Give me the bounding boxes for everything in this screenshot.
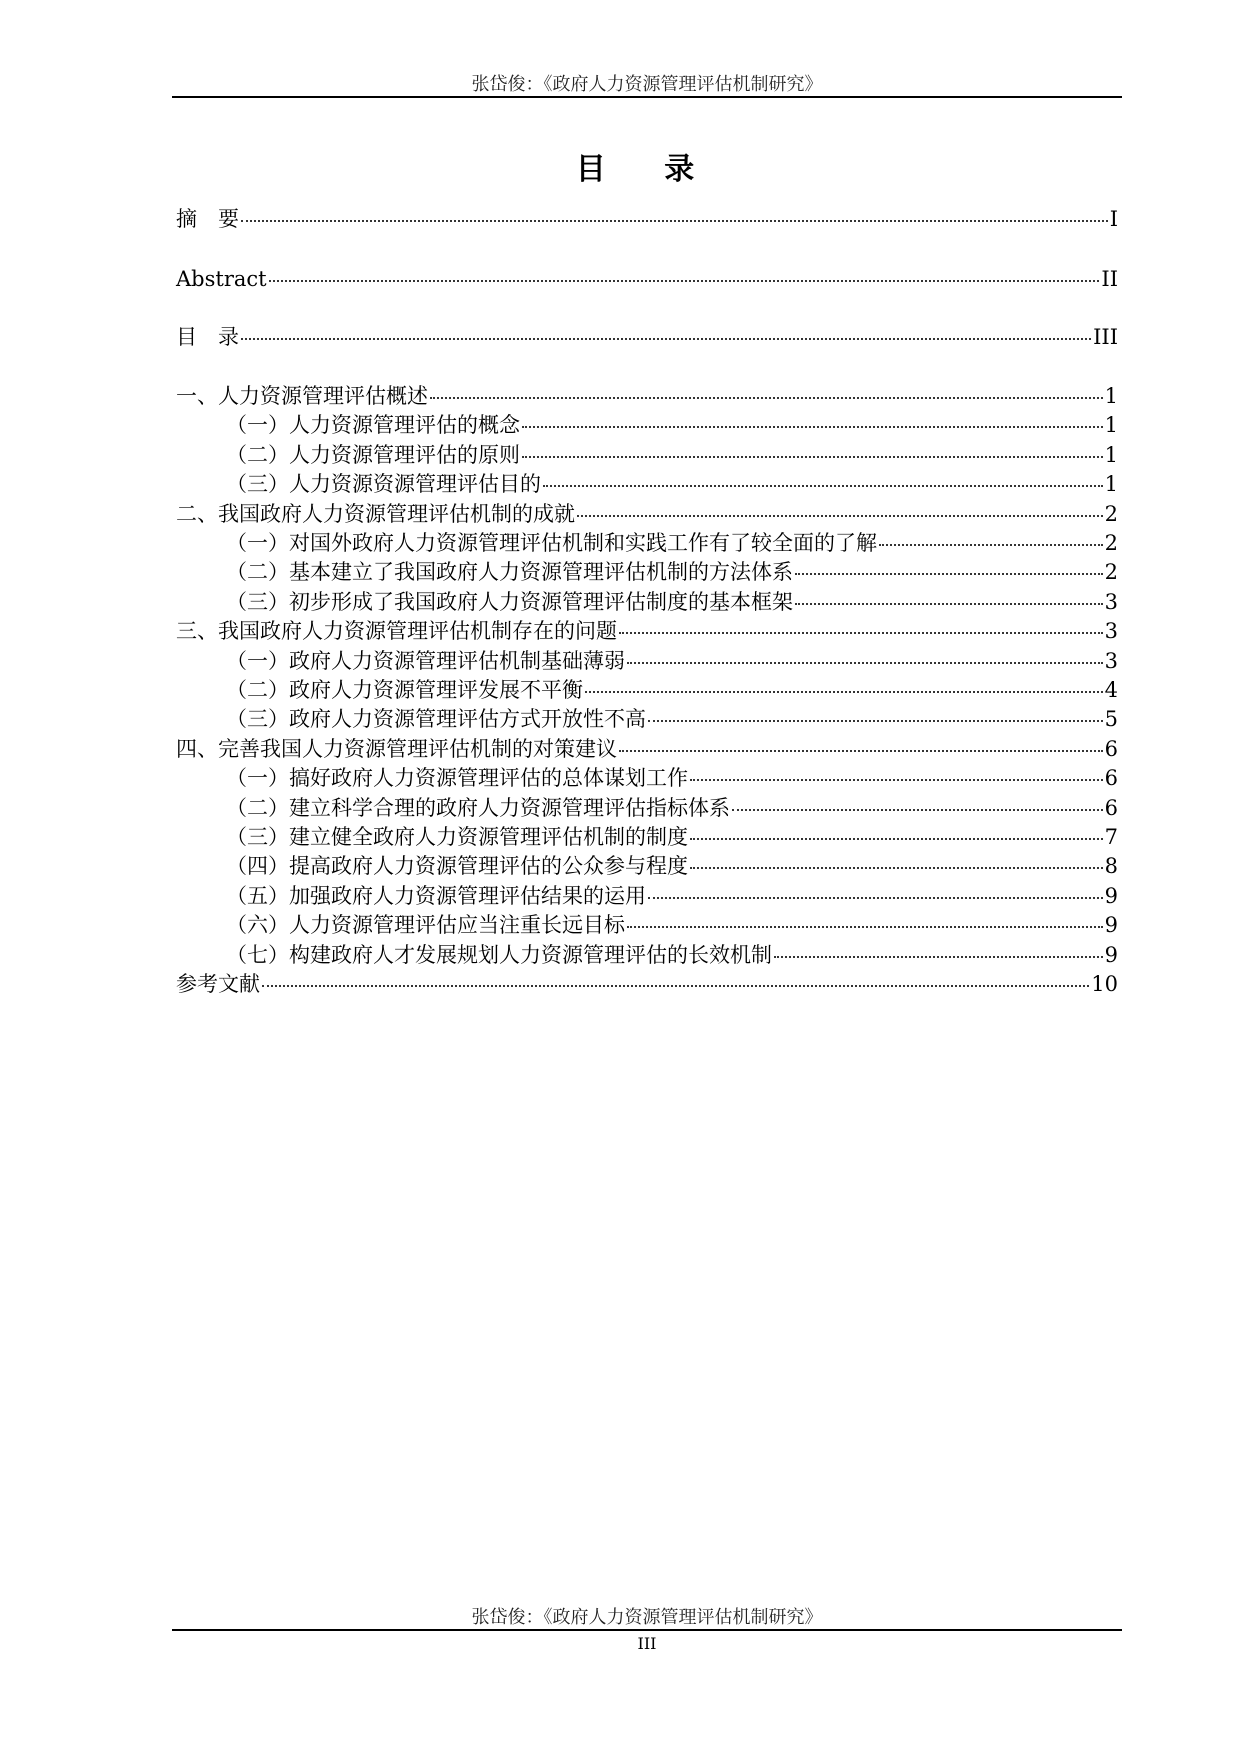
toc-leader-dots [619,612,1103,634]
toc-leader-dots [690,759,1103,781]
toc-entry-label: 二、我国政府人力资源管理评估机制的成就 [176,501,575,526]
toc-leader-dots [241,318,1091,340]
toc-leader-dots [619,730,1103,752]
toc-leader-dots [795,553,1103,575]
page-footer: 张岱俊：《政府人力资源管理评估机制研究》 [471,1607,823,1628]
toc-entry-label: 目 录 [176,325,239,349]
toc-entry-label: （二）基本建立了我国政府人力资源管理评估机制的方法体系 [226,560,793,585]
toc-entry-label: （三）初步形成了我国政府人力资源管理评估制度的基本框架 [226,589,793,614]
footer-rule [172,1629,1122,1631]
toc-entry-page-number: 10 [1091,972,1118,996]
toc-entry-page-number: 9 [1104,883,1118,908]
toc-leader-dots [627,906,1103,928]
toc-entry-page-number: 4 [1104,678,1118,702]
toc-entry-label: （二）人力资源管理评估的原则 [226,442,520,467]
toc-entry-page-number: 3 [1104,648,1118,673]
toc-entry-label: （四）提高政府人力资源管理评估的公众参与程度 [226,854,688,879]
toc-entry-page-number: 3 [1104,589,1118,614]
toc-entry-page-number: 2 [1104,501,1118,526]
toc-entry-label: （三）政府人力资源管理评估方式开放性不高 [226,707,646,732]
page-header: 张岱俊：《政府人力资源管理评估机制研究》 [471,74,823,95]
toc-leader-dots [241,200,1108,222]
toc-leader-dots [269,260,1100,282]
toc-leader-dots [577,495,1103,517]
toc-leader-dots [690,818,1103,840]
toc-entry-page-number: III [1093,325,1118,349]
toc-entry-label: （三）建立健全政府人力资源管理评估机制的制度 [226,825,688,849]
toc-entry-label: （二）建立科学合理的政府人力资源管理评估指标体系 [226,795,730,820]
toc-entry-page-number: 5 [1104,707,1118,732]
toc-leader-dots [522,406,1103,428]
toc-entry-label: （一）搞好政府人力资源管理评估的总体谋划工作 [226,766,688,791]
toc-leader-dots [648,700,1103,722]
toc-leader-dots [795,583,1103,605]
toc-entry-label: （一）人力资源管理评估的概念 [226,413,520,438]
toc-entry-page-number: I [1109,207,1118,231]
toc-entry-page-number: 1 [1104,442,1118,467]
toc-entry-label: 一、人力资源管理评估概述 [176,384,428,408]
toc-entry-page-number: 8 [1104,854,1118,879]
page-title: 目 录 [575,152,719,187]
toc-entry-page-number: 2 [1104,531,1118,555]
toc-entry[interactable] [176,204,1118,233]
toc-entry[interactable] [176,969,1118,998]
toc-entry-page-number: 1 [1104,384,1118,408]
toc-entry-page-number: 9 [1104,942,1118,967]
toc-entry-label: （六）人力资源管理评估应当注重长远目标 [226,913,625,938]
toc-entry-label: （七）构建政府人才发展规划人力资源管理评估的长效机制 [226,942,772,967]
toc-entry-page-number: II [1101,267,1118,291]
toc-entry-label: 摘 要 [176,207,239,231]
toc-entry-label: （一）政府人力资源管理评估机制基础薄弱 [226,648,625,673]
toc-entry-label: 参考文献 [176,972,260,996]
toc-leader-dots [879,524,1103,546]
toc-entry-label: （一）对国外政府人力资源管理评估机制和实践工作有了较全面的了解 [226,531,877,555]
toc-entry-label: （三）人力资源资源管理评估目的 [226,472,541,497]
toc-entry-label: 四、完善我国人力资源管理评估机制的对策建议 [176,736,617,761]
toc-entry-page-number: 7 [1104,825,1118,849]
header-rule [172,96,1122,98]
toc-leader-dots [648,877,1103,899]
toc-entry-page-number: 1 [1104,472,1118,497]
toc-entry-page-number: 9 [1104,913,1118,938]
toc-leader-dots [774,936,1103,958]
toc-entry-label: （二）政府人力资源管理评发展不平衡 [226,678,583,702]
footer-page-number: III [637,1634,657,1653]
toc-entry-page-number: 1 [1104,413,1118,438]
toc-entry[interactable] [176,322,1118,351]
toc-entry-page-number: 2 [1104,560,1118,585]
toc-entry-page-number: 6 [1104,736,1118,761]
toc-leader-dots [522,436,1103,458]
toc-leader-dots [732,789,1103,811]
toc-entry-label: Abstract [176,267,267,291]
toc-entry-label: 三、我国政府人力资源管理评估机制存在的问题 [176,619,617,644]
toc-entry-page-number: 6 [1104,766,1118,791]
toc-leader-dots [585,671,1103,693]
toc-entry-page-number: 6 [1104,795,1118,820]
toc-entry-label: （五）加强政府人力资源管理评估结果的运用 [226,883,646,908]
toc-entry[interactable] [176,264,1118,293]
toc-leader-dots [690,847,1103,869]
toc-leader-dots [430,377,1103,399]
toc-leader-dots [262,965,1089,987]
toc-leader-dots [543,465,1103,487]
toc-entry-page-number: 3 [1104,619,1118,644]
toc-leader-dots [627,642,1103,664]
